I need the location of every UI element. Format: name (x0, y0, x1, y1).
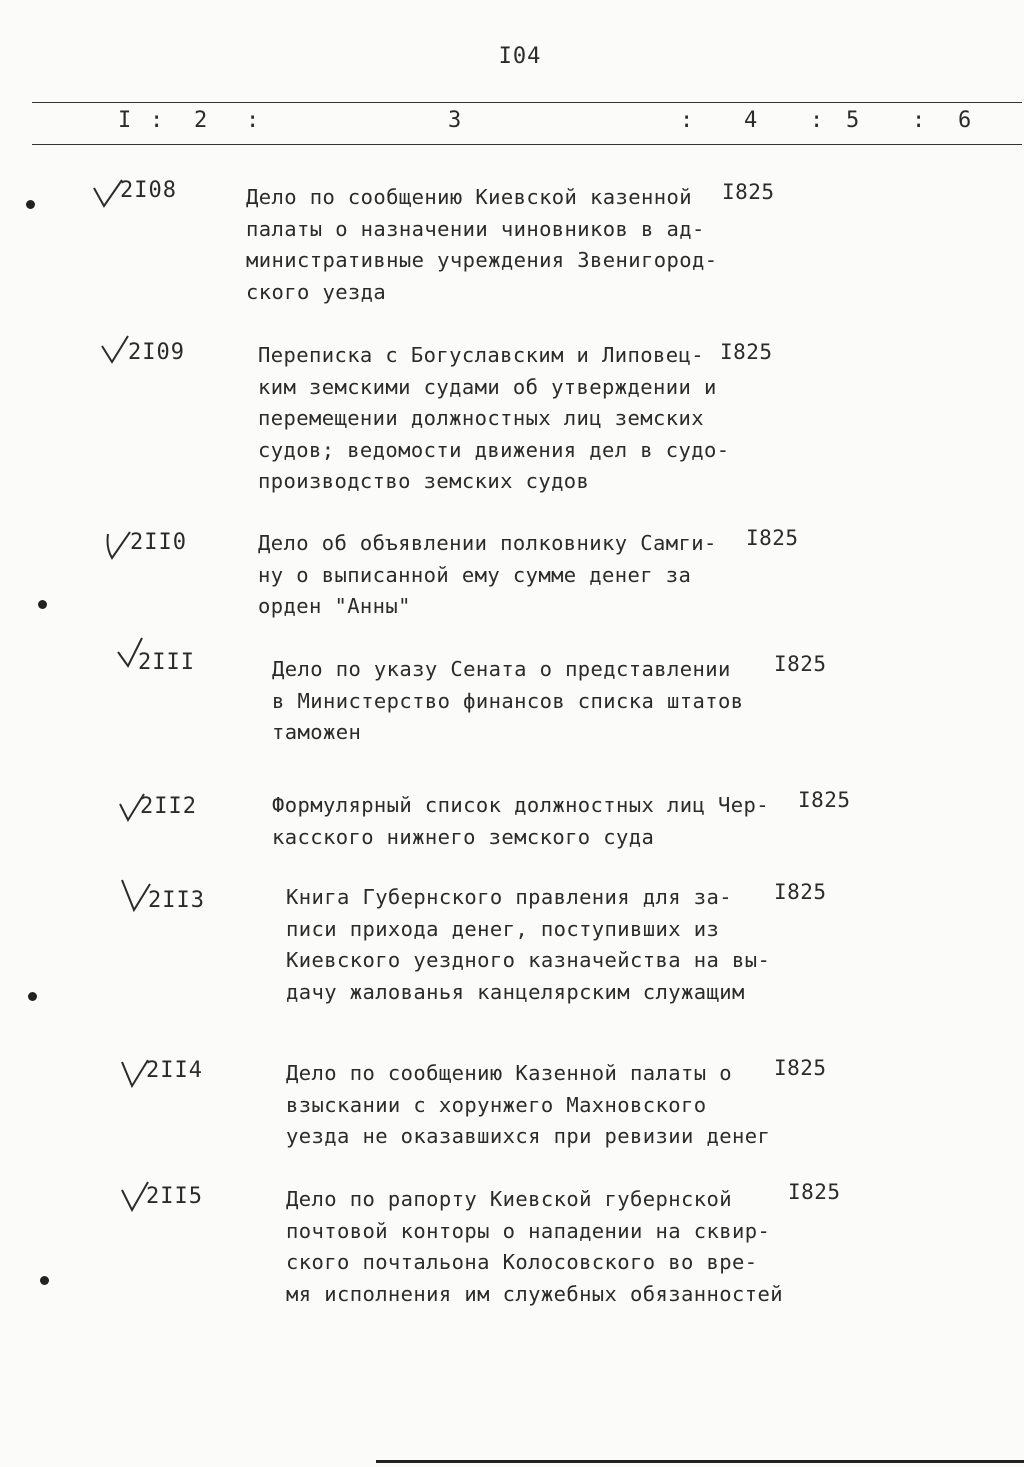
column-separator: : (150, 108, 164, 133)
description-line: таможен (272, 720, 362, 744)
description-line: Дело по указу Сената о представлении (272, 657, 731, 681)
record-year: I825 (746, 526, 799, 550)
column-separator: : (912, 108, 926, 133)
column-separator: : (246, 108, 260, 133)
record-description (286, 1184, 783, 1310)
record-description (258, 340, 729, 498)
column-header-6: 6 (958, 108, 972, 133)
bottom-edge-rule (376, 1460, 1024, 1463)
description-line: Переписка с Богуславским и Липовец- (258, 343, 704, 367)
record-number (120, 1056, 203, 1090)
description-line: уезда не оказавшихся при ревизии денег (286, 1124, 771, 1148)
record-number (116, 636, 195, 675)
record-number-text: 2II5 (146, 1184, 203, 1209)
margin-dot (38, 600, 47, 609)
column-header-5: 5 (846, 108, 860, 133)
record-number-text: 2III (138, 650, 195, 675)
description-line: производство земских судов (258, 469, 590, 493)
description-line: мя исполнения им служебных обязанностей (286, 1281, 783, 1306)
record-year: I825 (722, 180, 775, 204)
description-line: Дело по сообщению Казенной палаты о (286, 1061, 732, 1085)
description-line: ну о выписанной ему сумме денег за (258, 562, 692, 587)
description-line: палаты о назначении чиновников в ад- (246, 216, 705, 241)
record-number-text: 2II3 (148, 888, 205, 913)
column-header-row (0, 108, 1024, 138)
record-number-text: 2II0 (130, 530, 187, 555)
description-line: ким земскими судами об утверждении и (258, 374, 717, 399)
record-year: I825 (798, 788, 851, 812)
description-line: взыскании с хорунжего Махновского (286, 1092, 707, 1117)
description-line: Книга Губернского правления для за- (286, 885, 732, 909)
margin-dot (26, 200, 35, 209)
record-number (100, 334, 185, 368)
record-year: I825 (774, 1056, 827, 1080)
description-line: Киевского уездного казначейства на вы- (286, 948, 771, 972)
record-year: I825 (774, 880, 827, 904)
column-separator: : (810, 108, 824, 133)
record-year: I825 (774, 652, 827, 676)
description-line: ского почтальона Колосовского во вре- (286, 1250, 758, 1274)
description-line: министративные учреждения Звенигород- (246, 248, 718, 272)
page-number: I04 (498, 44, 542, 69)
column-header-2: 2 (194, 108, 208, 133)
margin-dot (40, 1276, 49, 1285)
column-header-3: 3 (448, 108, 462, 133)
description-line: касского нижнего земского суда (272, 824, 655, 849)
description-line: орден "Анны" (258, 594, 411, 618)
record-description (258, 528, 717, 623)
description-line: писи прихода денег, поступивших из (286, 916, 720, 941)
record-description (272, 654, 743, 749)
description-line: Дело по рапорту Киевской губернской (286, 1187, 732, 1211)
record-description (272, 790, 769, 853)
description-line: перемещении должностных лиц земских (258, 406, 704, 430)
description-line: ского уезда (246, 279, 387, 304)
record-number (92, 178, 177, 212)
record-description (286, 1058, 770, 1153)
record-description (246, 182, 717, 308)
description-line: в Министерство финансов списка штатов (272, 688, 744, 713)
column-header-1: I (118, 108, 132, 133)
record-year: I825 (788, 1180, 841, 1204)
header-top-rule (32, 102, 1022, 103)
record-description (286, 882, 770, 1008)
description-line: судов; ведомости движения дел в судо- (258, 437, 730, 462)
record-number (104, 528, 187, 562)
margin-dot (28, 992, 37, 1001)
record-number (120, 1180, 203, 1214)
description-line: почтовой конторы о нападении на сквир- (286, 1218, 771, 1243)
record-number (120, 878, 205, 913)
description-line: Дело об объявлении полковнику Самги- (258, 531, 717, 555)
record-number-text: 2II4 (146, 1058, 203, 1083)
column-header-4: 4 (744, 108, 758, 133)
description-line: Дело по сообщению Киевской казенной (246, 185, 692, 209)
record-number-text: 2I08 (120, 178, 177, 203)
description-line: Формулярный список должностных лиц Чер- (272, 793, 769, 817)
record-year: I825 (720, 340, 773, 364)
description-line: дачу жалованья канцелярским служащим (286, 979, 745, 1004)
record-number-text: 2I09 (128, 340, 185, 365)
record-number (116, 790, 197, 824)
column-separator: : (680, 108, 694, 133)
record-number-text: 2II2 (140, 794, 197, 819)
header-bottom-rule (32, 144, 1022, 145)
